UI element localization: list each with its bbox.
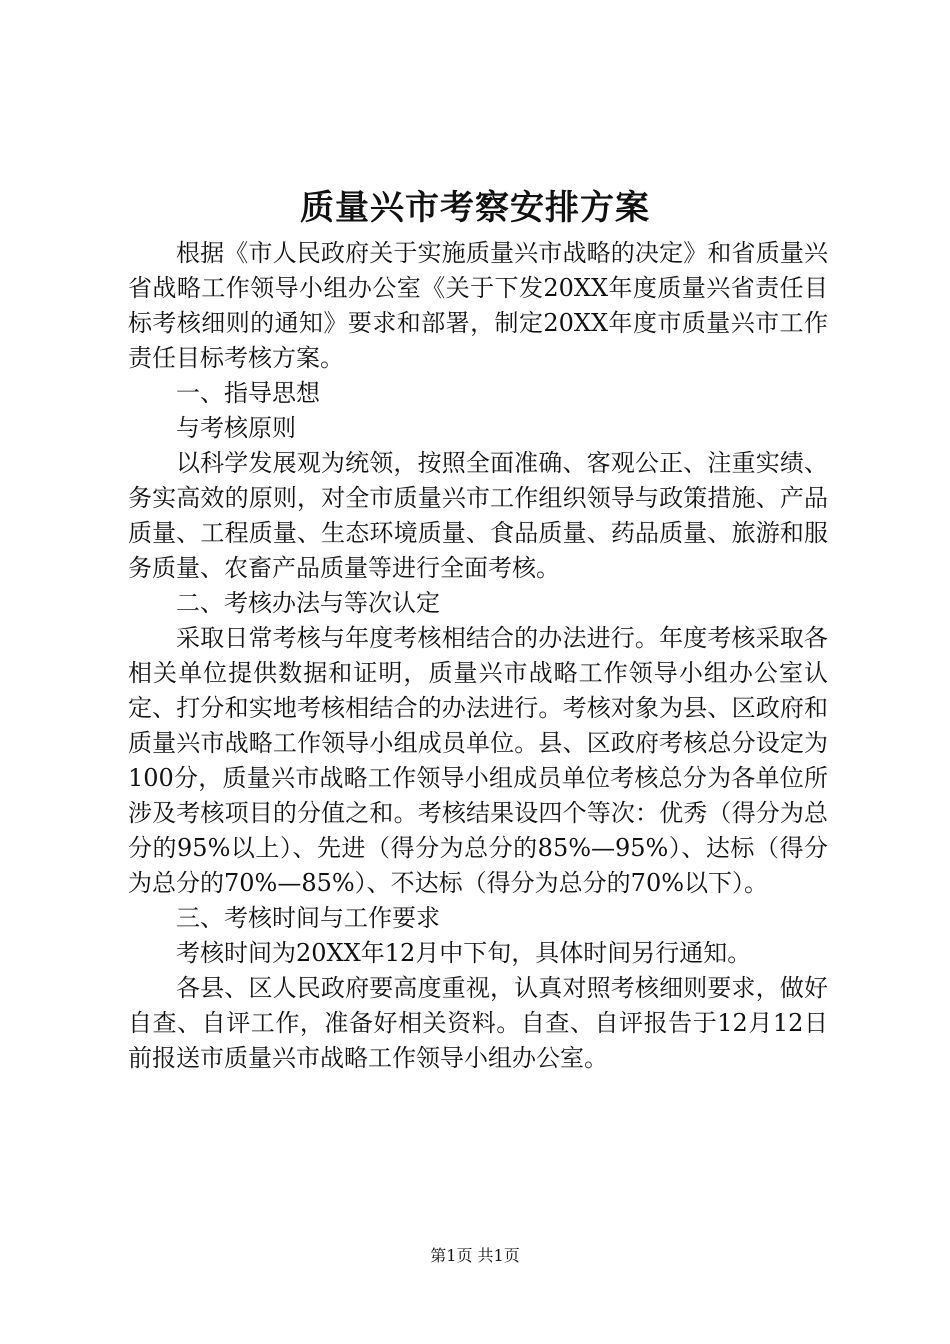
section-heading-2: 二、考核办法与等次认定 (176, 589, 440, 617)
paragraph-requirements: 各县、区人民政府要高度重视，认真对照考核细则要求，做好自查、自评工作，准备好相关资料。自查、自评报告于12月12日前报送市质量兴市战略工作领导小组办公室。 (128, 974, 828, 1072)
page-number-footer: 第1页 共1页 (430, 1246, 520, 1265)
document-body (128, 236, 828, 1076)
section-heading-1-continued: 与考核原则 (176, 414, 296, 442)
paragraph-methods: 采取日常考核与年度考核相结合的办法进行。年度考核采取各相关单位提供数据和证明，质量兴市战略工作领导小组办公室认定、打分和实地考核相结合的办法进行。考核对象为县、区政府和质量兴市战略工作领导小组成员单位。县、区政府考核总分设定为100分，质量兴市战略工作领导小组成员单位考核总分为各单位所涉及考核项目的分值之和。考核结果设四个等次：优秀（得分为总分的95%以上）、先进（得分为总分的85%—95%）、达标（得分为总分的70%—85%）、不达标（得分为总分的70%以下）。 (128, 624, 828, 897)
document-title: 质量兴市考察安排方案 (300, 188, 650, 228)
section-heading-3: 三、考核时间与工作要求 (176, 904, 440, 932)
paragraph-intro: 根据《市人民政府关于实施质量兴市战略的决定》和省质量兴省战略工作领导小组办公室《关于下发20XX年度质量兴省责任目标考核细则的通知》要求和部署，制定20XX年度市质量兴市工作责任目标考核方案。 (128, 239, 828, 372)
paragraph-principles: 以科学发展观为统领，按照全面准确、客观公正、注重实绩、务实高效的原则，对全市质量兴市工作组织领导与政策措施、产品质量、工程质量、生态环境质量、食品质量、药品质量、旅游和服务质量、农畜产品质量等进行全面考核。 (128, 449, 828, 582)
section-heading-1: 一、指导思想 (176, 379, 320, 407)
paragraph-timing: 考核时间为20XX年12月中下旬，具体时间另行通知。 (176, 939, 752, 967)
